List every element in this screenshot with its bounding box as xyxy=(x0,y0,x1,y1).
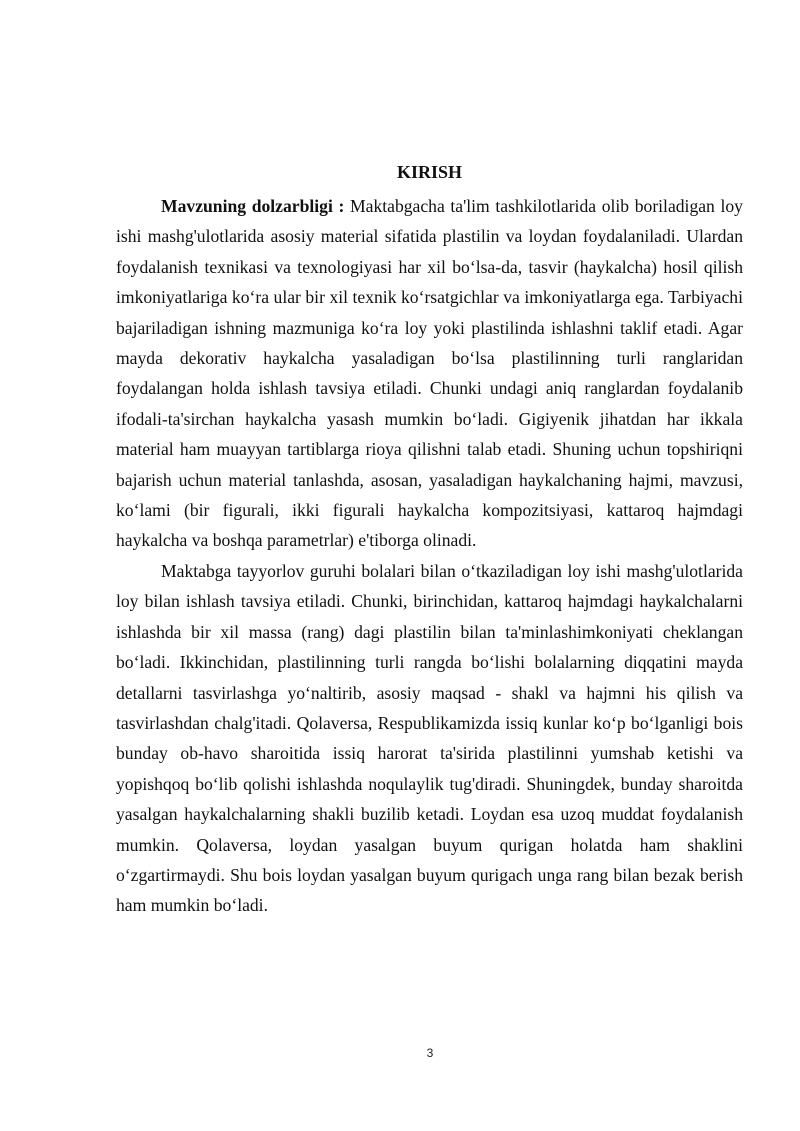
relevance-text: Maktabgacha ta'lim tashkilotlarida olib boriladigan loy ishi mashg'ulotlarida asosiy material sifatida plastilin va loydan foydalaniladi. Ulardan foydalanish texnikasi va texnologiyasi har xil bo‘lsa-da, tasvir (haykalcha) hosil qilish imkoniyatlariga ko‘ra ular bir xil texnik ko‘rsatgichlar va imkoniyatlarga ega. Tarbiyachi bajariladigan ishning mazmuniga ko‘ra loy yoki plastilinda ishlashni taklif etadi. Agar mayda dekorativ haykalcha yasaladigan bo‘lsa plastilinning turli ranglaridan foydalangan holda ishlash tavsiya etiladi. Chunki undagi aniq ranglardan foydalanib ifodali-ta'sirchan haykalcha yasash mumkin bo‘ladi. Gigiyenik jihatdan har ikkala material ham muayyan tartiblarga rioya qilishni talab etadi. Shuning uchun topshiriqni bajarish uchun material tanlashda, asosan, yasaladigan haykalchaning hajmi, mavzusi, ko‘lami (bir figurali, ikki figurali haykalcha kompozitsiyasi, kattaroq hajmdagi haykalcha va boshqa parametrlar) e'tiborga olinadi. xyxy=(116,196,743,551)
paragraph-relevance xyxy=(116,191,743,556)
paragraph-clay-work: Maktabga tayyorlov guruhi bolalari bilan o‘tkaziladigan loy ishi mashg'ulotlarida loy bilan ishlash tavsiya etiladi. Chunki, birinchidan, kattaroq hajmdagi haykalchalarni ishlashda bir xil massa (rang) dagi plastilin bilan ta'minlashimkoniyati cheklangan bo‘ladi. Ikkinchidan, plastilinning turli rangda bo‘lishi bolalarning diqqatini mayda detallarni tasvirlashga yo‘naltirib, asosiy maqsad - shakl va hajmni his qilish va tasvirlashdan chalg'itadi. Qolaversa, Respublikamizda issiq kunlar ko‘p bo‘lganligi bois bunday ob-havo sharoitida issiq harorat ta'sirida plastilinni yumshab ketishi va yopishqoq bo‘lib qolishi ishlashda noqulaylik tug'diradi. Shuningdek, bunday sharoitda yasalgan haykalchalarning shakli buzilib ketadi. Loydan esa uzoq muddat foydalanish mumkin. Qolaversa, loydan yasalgan buyum qurigan holatda ham shaklini o‘zgartirmaydi. Shu bois loydan yasalgan buyum qurigach unga rang bilan bezak berish ham mumkin bo‘ladi. xyxy=(116,560,743,916)
page-body xyxy=(116,158,743,921)
section-heading: KIRISH xyxy=(396,162,463,182)
relevance-label: Mavzuning dolzarbligi : xyxy=(161,196,345,216)
page-number: 3 xyxy=(426,1046,434,1060)
